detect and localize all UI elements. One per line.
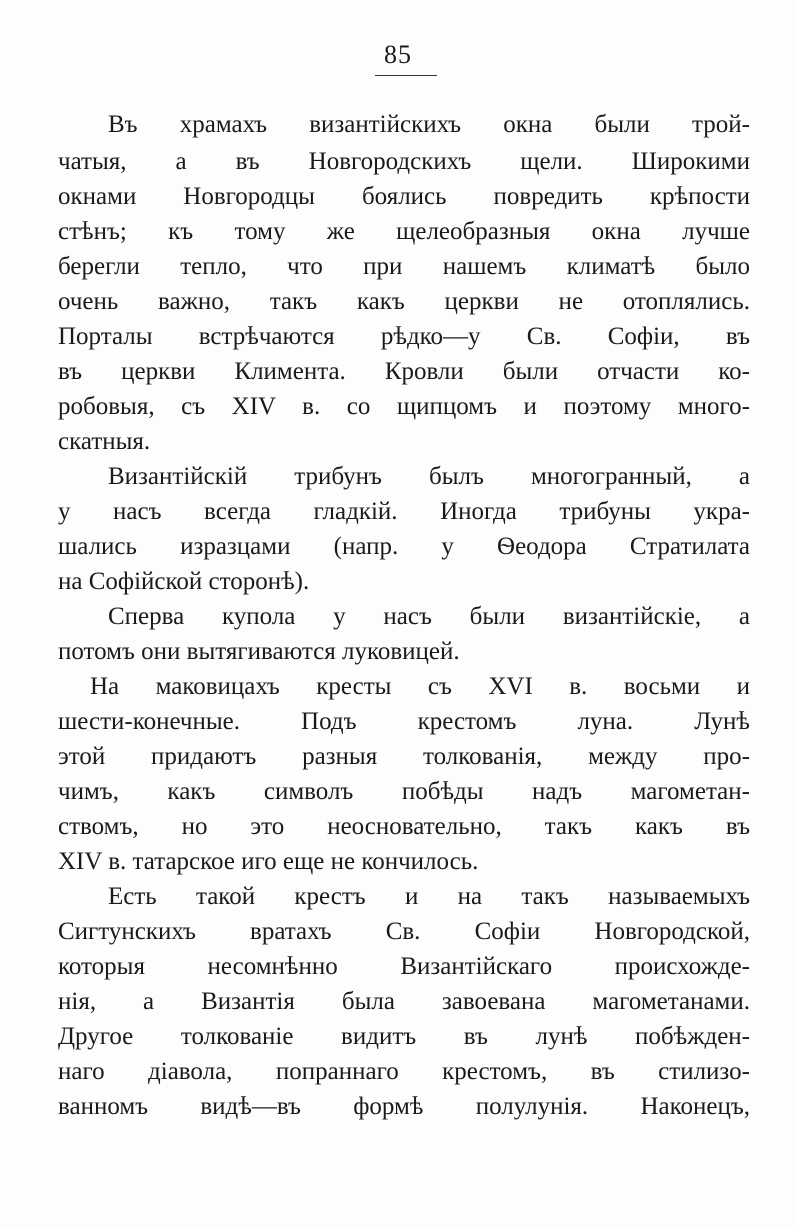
page-number: 85	[384, 40, 412, 69]
text-line: Другое толкованіе видитъ въ лунѣ побѣжден-	[58, 1023, 750, 1050]
text-line: потомъ они вытягиваются луковицей.	[58, 638, 460, 665]
text-line: Въ храмахъ византійскихъ окна были трой-	[108, 111, 750, 138]
text-line: этой придаютъ разныя толкованія, между про-	[58, 743, 750, 770]
text-line: XIV в. татарское иго еще не кончилось.	[58, 848, 479, 875]
text-line: въ церкви Климента. Кровли были отчасти ко-	[58, 358, 750, 385]
text-line: наго діавола, попраннаго крестомъ, въ стилизо-	[58, 1058, 750, 1085]
text-line: шались изразцами (напр. у Ѳеодора Стратилата	[58, 533, 750, 560]
text-line: скатныя.	[58, 428, 151, 455]
text-line: Сперва купола у насъ были византійскіе, а	[108, 603, 750, 630]
text-line: на Софійской сторонѣ).	[58, 568, 310, 595]
text-line: которыя несомнѣнно Византійскаго происхожде-	[58, 953, 750, 980]
text-line: Порталы встрѣчаются рѣдко—у Св. Софіи, въ	[58, 323, 750, 350]
text-line: робовыя, съ XIV в. со щипцомъ и поэтому много-	[58, 393, 750, 420]
text-line: Сигтунскихъ вратахъ Св. Софіи Новгородской,	[58, 918, 750, 945]
page-number-rule	[375, 75, 437, 76]
text-line: ствомъ, но это неосновательно, такъ какъ въ	[58, 813, 750, 840]
text-line: чатыя, а въ Новгородскихъ щели. Широкими	[58, 148, 750, 175]
text-line: берегли тепло, что при нашемъ климатѣ было	[58, 253, 750, 280]
text-line: ванномъ видѣ—въ формѣ полулунія. Наконецъ,	[58, 1093, 750, 1120]
text-line: Византійскій трибунъ былъ многогранный, а	[108, 463, 750, 490]
text-line: стѣнъ; къ тому же щелеобразныя окна лучше	[58, 218, 750, 245]
text-line: очень важно, такъ какъ церкви не отоплялись.	[58, 288, 750, 315]
text-line: шести-конечные. Подъ крестомъ луна. Лунѣ	[58, 708, 750, 735]
text-line: На маковицахъ кресты съ XVI в. восьми и	[90, 673, 750, 700]
text-line: у насъ всегда гладкій. Иногда трибуны укра-	[58, 498, 750, 525]
text-line: Есть такой крестъ и на такъ называемыхъ	[108, 883, 750, 910]
text-line: чимъ, какъ символъ побѣды надъ магометан-	[58, 778, 750, 805]
text-line: окнами Новгородцы боялись повредить крѣпости	[58, 183, 750, 210]
text-line: нія, а Византія была завоевана магометанами.	[58, 988, 750, 1015]
